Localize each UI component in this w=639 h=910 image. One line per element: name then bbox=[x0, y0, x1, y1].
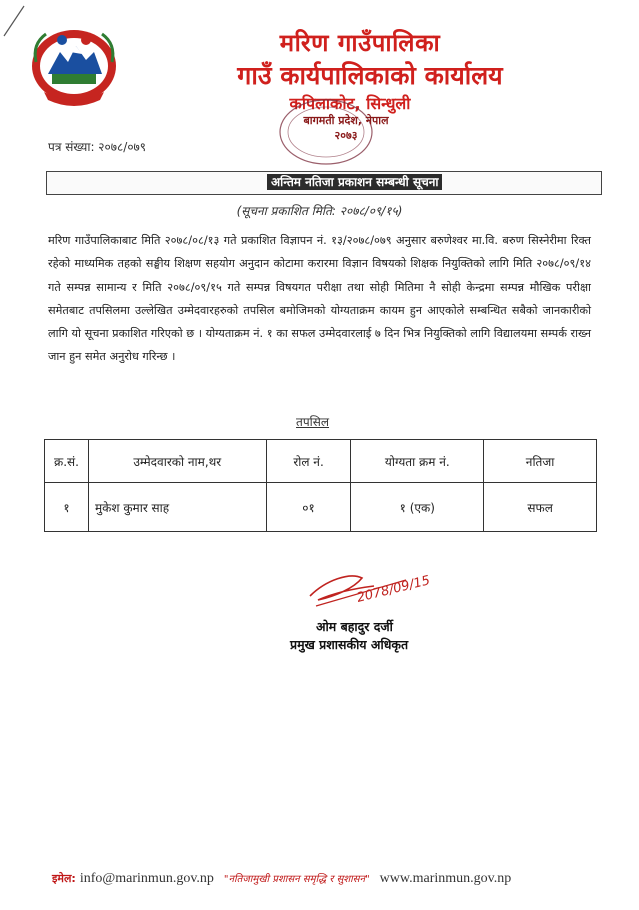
notice-body: मरिण गाउँपालिकाबाट मिति २०७८/०८/१३ गते प्रकाशित विज्ञापन नं. १३/२०७८/०७९ अनुसार बरुणेश्वर मा.वि. बरुण सिस्नेरीमा रिक्त रहेको माध्यमिक तहको सङ्घीय शिक्षण सहयोग अनुदान कोटामा करारमा विज्ञान विषयको शिक्षक नियुक्तिको लागि मिति २०७८/०९/१४ गते सम्पन्न सामान्य र मिति २०७८/०९/१५ गते सम्पन्न विषयगत परीक्षा तथा सोही मितिमा नै सोही केन्द्रमा सम्पन्न मौखिक परीक्षा समेतबाट तपसिलमा उल्लेखित उम्मेदवारहरुको तपसिल बमोजिमको योग्यताक्रम कायम हुन आएकोले सम्बन्धित सबैको जानकारीको लागि यो सूचना प्रकाशित गरिएको छ । योग्यताक्रम नं. १ का सफल उम्मेदवारलाई ७ दिन भित्र नियुक्तिको लागि विद्यालयमा सम्पर्क राख्न जान हुन समेत अनुरोध गरिन्छ । bbox=[48, 234, 591, 364]
cell-roll: ०१ bbox=[266, 483, 351, 532]
footer bbox=[52, 870, 612, 890]
office-address: कपिलाकोट, सिन्धुली bbox=[289, 94, 411, 113]
header-name: उम्मेदवारको नाम,थर bbox=[88, 440, 266, 483]
results-table bbox=[44, 439, 597, 532]
header-roll: रोल नं. bbox=[266, 440, 351, 483]
table-header-row bbox=[45, 440, 597, 483]
header-sn: क्र.सं. bbox=[45, 440, 89, 483]
municipality-name: मरिण गाउँपालिका bbox=[279, 29, 441, 57]
notice-title: अन्तिम नतिजा प्रकाशन सम्बन्धी सूचना bbox=[267, 174, 442, 190]
signatory-title: प्रमुख प्रशासकीय अधिकृत bbox=[290, 637, 409, 652]
reference-number: पत्र संख्या: २०७८/०७९ bbox=[48, 140, 147, 154]
cell-sn: १ bbox=[45, 483, 89, 532]
email-label: इमेल: bbox=[52, 872, 76, 885]
cell-result: सफल bbox=[484, 483, 597, 532]
notice-published-date: (सूचना प्रकाशित मिति: २०७८/०९/१५) bbox=[236, 204, 403, 218]
tapasil-label: तपसिल bbox=[296, 415, 330, 429]
notice-title-box bbox=[46, 171, 602, 195]
table-row bbox=[45, 483, 597, 532]
cell-rank: १ (एक) bbox=[351, 483, 484, 532]
handwritten-signature bbox=[296, 562, 436, 618]
stamp-text: बागमती प्रदेश, नेपाल २०७३ bbox=[303, 114, 389, 142]
header-rank: योग्यता क्रम नं. bbox=[351, 440, 484, 483]
header-result: नतिजा bbox=[484, 440, 597, 483]
footer-motto: "नतिजामुखी प्रशासन समृद्धि र सुशासन" bbox=[223, 874, 370, 885]
signatory-name: ओम बहादुर दर्जी bbox=[316, 619, 393, 634]
signature-date: 2078/09/15 bbox=[355, 573, 432, 606]
website-link[interactable]: www.marinmun.gov.np bbox=[379, 871, 512, 886]
nepal-emblem-icon bbox=[26, 22, 122, 106]
cell-name: मुकेश कुमार साह bbox=[88, 483, 266, 532]
office-name: गाउँ कार्यपालिकाको कार्यालय bbox=[237, 61, 503, 90]
email-link[interactable]: info@marinmun.gov.np bbox=[79, 871, 214, 886]
